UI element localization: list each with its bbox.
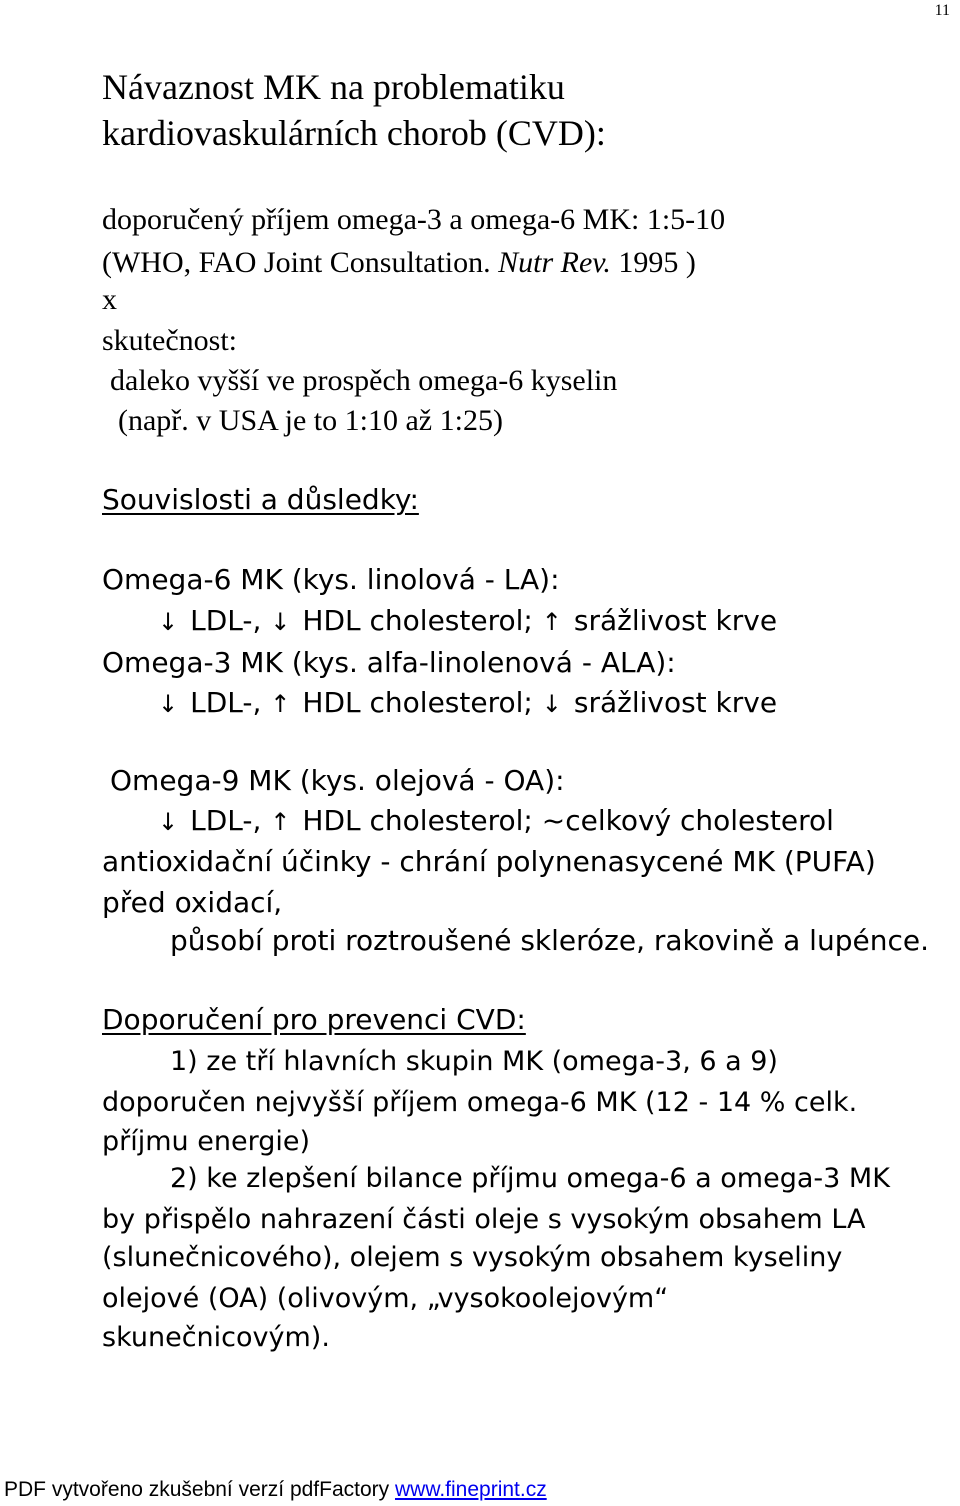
- arrow-up-icon: ↑: [270, 690, 291, 718]
- omega9-hdl: HDL cholesterol;: [302, 804, 533, 837]
- footer-text: PDF vytvořeno zkušební verzí pdfFactory: [4, 1478, 395, 1501]
- omega6-clot: srážlivost krve: [573, 604, 778, 637]
- antiox-line-2: před oxidací,: [102, 886, 283, 919]
- omega3-label: Omega-3 MK (kys. alfa-linolenová - ALA):: [102, 646, 676, 679]
- recommendation-line: doporučen nejvyšší příjem omega-6 MK (12 - 14 % celk.: [102, 1087, 858, 1118]
- intro-x: x: [102, 283, 117, 316]
- recommendation-line: by přispělo nahrazení části oleje s vysokým obsahem LA: [102, 1204, 866, 1235]
- omega6-effect: [158, 604, 777, 637]
- page-title-line-2: kardiovaskulárních chorob (CVD):: [102, 113, 606, 153]
- intro-source-journal: Nutr Rev.: [498, 246, 611, 279]
- antiox-line-1: antioxidační účinky - chrání polynenasycené MK (PUFA): [102, 845, 876, 878]
- omega3-hdl: HDL cholesterol;: [302, 686, 533, 719]
- page-number: 11: [934, 2, 950, 19]
- recommendation-line: 2) ke zlepšení bilance příjmu omega-6 a omega-3 MK: [170, 1163, 890, 1194]
- intro-reality: skutečnost:: [102, 324, 237, 357]
- omega9-effect: [158, 804, 834, 837]
- consequences-heading: Souvislosti a důsledky:: [102, 483, 419, 516]
- page-title-line-1: Návaznost MK na problematiku: [102, 67, 565, 107]
- intro-source: [102, 246, 696, 280]
- recommendation-line: 1) ze tří hlavních skupin MK (omega-3, 6 a 9): [170, 1046, 778, 1077]
- intro-source-b: 1995 ): [610, 246, 696, 279]
- recommendation-line: olejové (OA) (olivovým, „vysokoolejovým“: [102, 1283, 669, 1314]
- omega9-label: Omega-9 MK (kys. olejová - OA):: [110, 764, 565, 797]
- arrow-up-icon: ↑: [541, 608, 562, 636]
- omega3-clot: srážlivost krve: [573, 686, 778, 719]
- arrow-down-icon: ↓: [541, 690, 562, 718]
- omega6-label: Omega-6 MK (kys. linolová - LA):: [102, 563, 560, 596]
- pdf-footer: [4, 1478, 547, 1502]
- intro-ratio: doporučený příjem omega-3 a omega-6 MK: 1:5-10: [102, 203, 726, 236]
- intro-reality-1: daleko vyšší ve prospěch omega-6 kyselin: [110, 364, 618, 397]
- intro-source-a: (WHO, FAO Joint Consultation.: [102, 246, 499, 279]
- omega9-total: ~celkový cholesterol: [541, 804, 834, 837]
- arrow-down-icon: ↓: [158, 690, 179, 718]
- antiox-line-3: působí proti roztroušené skleróze, rakovině a lupénce.: [170, 924, 929, 957]
- recommendation-line: skunečnicovým).: [102, 1322, 330, 1353]
- arrow-up-icon: ↑: [270, 808, 291, 836]
- omega6-hdl: HDL cholesterol;: [302, 604, 533, 637]
- recommendation-heading: Doporučení pro prevenci CVD:: [102, 1003, 526, 1036]
- recommendation-line: (slunečnicového), olejem s vysokým obsahem kyseliny: [102, 1242, 843, 1273]
- omega9-ldl: LDL-,: [190, 804, 262, 837]
- omega6-ldl: LDL-,: [190, 604, 262, 637]
- arrow-down-icon: ↓: [270, 608, 291, 636]
- intro-reality-2: (např. v USA je to 1:10 až 1:25): [118, 404, 503, 437]
- arrow-down-icon: ↓: [158, 608, 179, 636]
- footer-link[interactable]: www.fineprint.cz: [394, 1478, 547, 1501]
- omega3-effect: [158, 686, 777, 719]
- arrow-down-icon: ↓: [158, 808, 179, 836]
- recommendation-line: příjmu energie): [102, 1126, 310, 1157]
- omega3-ldl: LDL-,: [190, 686, 262, 719]
